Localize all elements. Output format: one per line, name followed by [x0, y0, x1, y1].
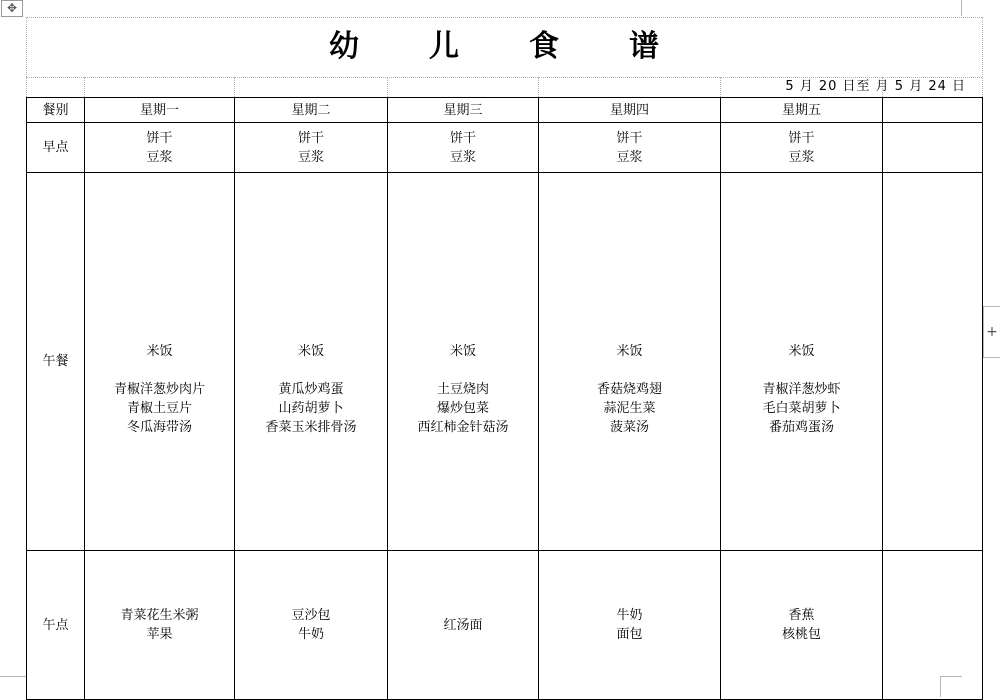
dish: 香菜玉米排骨汤: [265, 419, 357, 435]
dish: 蒜泥生菜: [603, 400, 656, 416]
date-range: 5 月 20 日至 月 5 月 24 日: [785, 79, 966, 94]
dish: 苹果: [146, 627, 173, 642]
meal-label-snack: 午点: [27, 551, 85, 700]
breakfast-cell: [721, 123, 883, 173]
day-header-wednesday: 星期三: [388, 98, 539, 123]
dish: 豆浆: [788, 149, 815, 165]
day-header-monday: 星期一: [85, 98, 235, 123]
table-row: [27, 123, 983, 173]
dish: 饼干: [297, 130, 324, 146]
staple: 米饭: [788, 343, 815, 359]
meal-column-header: 餐别: [27, 98, 85, 123]
dish: 西红柿金针菇汤: [417, 419, 509, 435]
dish: 核桃包: [781, 627, 821, 642]
dish: 饼干: [449, 130, 476, 146]
empty-cell: [883, 173, 983, 551]
breakfast-cell: [388, 123, 539, 173]
table-move-handle-icon[interactable]: ✥: [1, 0, 23, 17]
gridline: [387, 77, 388, 97]
breakfast-cell: [539, 123, 721, 173]
meal-label-breakfast: 早点: [27, 123, 85, 173]
gridline: [538, 77, 539, 97]
dish: 土豆烧肉: [436, 381, 489, 397]
empty-cell: [883, 551, 983, 700]
page-corner-mark: [0, 676, 27, 697]
dish: 番茄鸡蛋汤: [768, 419, 834, 435]
dish: 菠菜汤: [609, 419, 649, 435]
staple: 米饭: [297, 343, 324, 359]
day-header-friday: 星期五: [721, 98, 883, 123]
page-corner-mark: [940, 0, 962, 16]
page-title: 幼 儿 食 谱: [329, 29, 679, 64]
snack-cell: [721, 551, 883, 700]
dish: 面包: [616, 627, 643, 642]
staple: 米饭: [449, 343, 476, 359]
dish: 饼干: [788, 130, 815, 146]
table-row: [27, 551, 983, 700]
dish: 毛白菜胡萝卜: [762, 400, 841, 416]
breakfast-cell: [235, 123, 388, 173]
dish: 冬瓜海带汤: [126, 419, 192, 435]
empty-cell: [883, 123, 983, 173]
menu-table: [26, 97, 983, 700]
dish: 青椒洋葱炒肉片: [113, 381, 205, 397]
dish: 牛奶: [616, 608, 643, 623]
empty-header-cell: [883, 98, 983, 123]
snack-cell: [235, 551, 388, 700]
gridline: [26, 17, 982, 18]
dish: 红汤面: [443, 617, 483, 633]
header-row: [27, 98, 983, 123]
dish: 饼干: [616, 130, 643, 146]
lunch-cell: [235, 173, 388, 551]
dish: 山药胡萝卜: [278, 400, 344, 416]
lunch-cell: [388, 173, 539, 551]
dish: 青菜花生米粥: [120, 608, 199, 623]
add-column-icon[interactable]: +: [983, 306, 1000, 358]
dish: 豆浆: [146, 149, 173, 165]
lunch-cell: [85, 173, 235, 551]
dish: 豆浆: [297, 149, 324, 165]
staple: 米饭: [146, 343, 173, 359]
dish: 香蕉: [788, 608, 815, 623]
snack-cell: [388, 551, 539, 700]
dish: 青椒洋葱炒虾: [762, 381, 841, 397]
lunch-cell: [539, 173, 721, 551]
staple: 米饭: [616, 343, 643, 359]
dish: 香菇烧鸡翅: [596, 381, 662, 397]
snack-cell: [539, 551, 721, 700]
dish: 饼干: [146, 130, 173, 146]
meal-label-lunch: 午餐: [27, 173, 85, 551]
dish: 豆浆: [449, 149, 476, 165]
dish: 牛奶: [297, 627, 324, 642]
breakfast-cell: [85, 123, 235, 173]
dish: 豆浆: [616, 149, 643, 165]
gridline: [84, 77, 85, 97]
day-header-thursday: 星期四: [539, 98, 721, 123]
snack-cell: [85, 551, 235, 700]
dish: 青椒土豆片: [126, 400, 192, 416]
dish: 黄瓜炒鸡蛋: [278, 381, 344, 397]
gridline: [982, 17, 983, 97]
lunch-cell: [721, 173, 883, 551]
table-row: [27, 173, 983, 551]
gridline: [720, 77, 721, 97]
day-header-tuesday: 星期二: [235, 98, 388, 123]
gridline: [234, 77, 235, 97]
dish: 爆炒包菜: [436, 400, 489, 416]
dish: 豆沙包: [291, 608, 331, 623]
